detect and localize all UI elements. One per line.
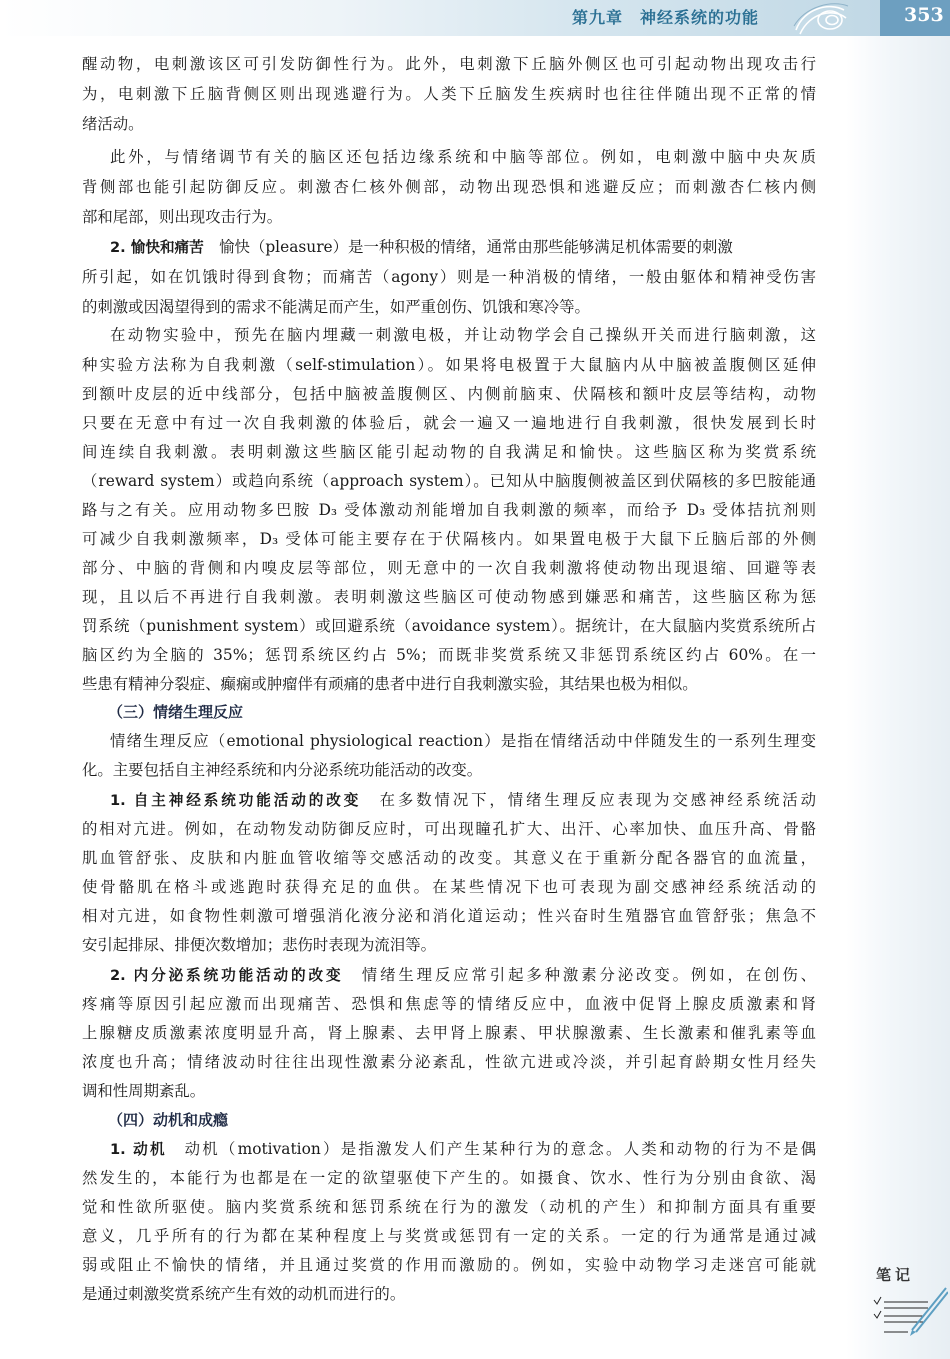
subsection-title: 2. 内分泌系统功能活动的改变 <box>110 967 344 984</box>
text-line: 的相对亢进。例如，在动物发动防御反应时，可出现瞳孔扩大、出汗、心率加快、血压升高、骨骼 <box>82 820 816 838</box>
text-line <box>110 235 816 259</box>
text-line: 路与之有关。应用动物多巴胺 D₃ 受体激动剂能增加自我刺激的频率，而给予 D₃ 受体拮抗剂则 <box>82 501 816 519</box>
text-line: 情绪生理反应（emotional physiological reaction）是指在情绪活动中伴随发生的一系列生理变 <box>110 732 816 750</box>
text-line: 背侧部也能引起防御反应。刺激杏仁核外侧部，动物出现恐惧和逃避反应；而刺激杏仁核内侧 <box>82 178 816 196</box>
text-line: 部分、中脑的背侧和内嗅皮层等部位，则无意中的一次自我刺激将使动物出现退缩、回避等表 <box>82 559 816 577</box>
text-line: 弱或阻止不愉快的情绪，并且通过奖赏的作用而激励的。例如，实验中动物学习走迷宫可能就 <box>82 1256 816 1274</box>
text-line: 安引起排尿、排便次数增加；悲伤时表现为流泪等。 <box>82 936 436 954</box>
text-line: 肌血管舒张、皮肤和内脏血管收缩等交感活动的改变。其意义在于重新分配各器官的血流量， <box>82 849 816 867</box>
notes-label: 笔记 <box>876 1266 915 1284</box>
text-line <box>110 788 816 812</box>
text-line: 可减少自我刺激频率，D₃ 受体可能主要存在于伏隔核内。如果置电极于大鼠下丘脑后部的外侧 <box>82 530 816 548</box>
text-line: 化。主要包括自主神经系统和内分泌系统功能活动的改变。 <box>82 761 483 779</box>
text-line: 上腺糖皮质激素浓度明显升高，肾上腺素、去甲肾上腺素、甲状腺激素、生长激素和催乳素等血 <box>82 1024 816 1042</box>
notes-pencil-icon <box>868 1282 948 1342</box>
text-run: 愉快（pleasure）是一种积极的情绪，通常由那些能够满足机体需要的刺激 <box>219 238 733 256</box>
text-line: 觉和性欲所驱使。脑内奖赏系统和惩罚系统在行为的激发（动机的产生）和抑制方面具有重要 <box>82 1198 816 1216</box>
text-line: 所引起，如在饥饿时得到食物；而痛苦（agony）则是一种消极的情绪，一般由躯体和精神受伤害 <box>82 268 816 286</box>
text-line: 调和性周期紊乱。 <box>82 1082 206 1100</box>
text-run: 动机（motivation）是指激发人们产生某种行为的意念。人类和动物的行为不是偶 <box>184 1140 816 1158</box>
text-line: 醒动物，电刺激该区可引发防御性行为。此外，电刺激下丘脑外侧区也可引起动物出现攻击行 <box>82 55 816 73</box>
text-line: 然发生的，本能行为也都是在一定的欲望驱使下产生的。如摄食、饮水、性行为分别由食欲、渴 <box>82 1169 816 1187</box>
text-line: 意义，几乎所有的行为都在某种程度上与奖赏或惩罚有一定的关系。一定的行为通常是通过减 <box>82 1227 816 1245</box>
text-line: 脑区约为全脑的 35%；惩罚系统区约占 5%；而既非奖赏系统又非惩罚系统区约占 60%。在一 <box>82 646 816 664</box>
margin-band <box>846 36 950 1359</box>
subsection-title: 1. 自主神经系统功能活动的改变 <box>110 792 362 809</box>
text-line: 些患有精神分裂症、癫痫或肿瘤伴有顽痛的患者中进行自我刺激实验，其结果也极为相似。 <box>82 675 698 693</box>
text-line: 使骨骼肌在格斗或逃跑时获得充足的血供。在某些情况下也可表现为副交感神经系统活动的 <box>82 878 816 896</box>
text-line: 种实验方法称为自我刺激（self-stimulation）。如果将电极置于大鼠脑内从中脑被盖腹侧区延伸 <box>82 356 816 374</box>
text-line: 浓度也升高；情绪波动时往往出现性激素分泌紊乱，性欲亢进或冷淡，并引起育龄期女性月经失 <box>82 1053 816 1071</box>
section-heading: （三）情绪生理反应 <box>108 703 244 721</box>
text-line: 到额叶皮层的近中线部分，包括中脑被盖腹侧区、内侧前脑束、伏隔核和额叶皮层等结构，动物 <box>82 385 816 403</box>
chapter-title: 第九章 神经系统的功能 <box>572 8 760 27</box>
text-line: 间连续自我刺激。表明刺激这些脑区能引起动物的自我满足和愉快。这些脑区称为奖赏系统 <box>82 443 816 461</box>
text-line: 绪活动。 <box>82 115 144 133</box>
text-line: 部和尾部，则出现攻击行为。 <box>82 208 283 226</box>
text-line: 罚系统（punishment system）或回避系统（avoidance system）。据统计，在大鼠脑内奖赏系统所占 <box>82 617 816 635</box>
text-line: 在动物实验中，预先在脑内埋藏一刺激电极，并让动物学会自己操纵开关而进行脑刺激，这 <box>110 326 816 344</box>
text-line: 是通过刺激奖赏系统产生有效的动机而进行的。 <box>82 1285 406 1303</box>
text-line: 疼痛等原因引起应激而出现痛苦、恐惧和焦虑等的情绪反应中，血液中促肾上腺皮质激素和肾 <box>82 995 816 1013</box>
text-line: 现，且以后不再进行自我刺激。表明刺激这些脑区可使动物感到嫌恶和痛苦，这些脑区称为惩 <box>82 588 816 606</box>
text-line: 相对亢进，如食物性刺激可增强消化液分泌和消化道运动；性兴奋时生殖器官血管舒张；焦急不 <box>82 907 816 925</box>
subsection-title: 1. 动机 <box>110 1141 167 1158</box>
text-line: 只要在无意中有过一次自我刺激的体验后，就会一遍又一遍地进行自我刺激，很快发展到长时 <box>82 414 816 432</box>
text-line: （reward system）或趋向系统（approach system）。已知从中脑腹侧被盖区到伏隔核的多巴胺能通 <box>82 472 816 490</box>
subsection-title: 2. 愉快和痛苦 <box>110 239 204 256</box>
text-line: 的刺激或因渴望得到的需求不能满足而产生，如严重创伤、饥饿和寒冷等。 <box>82 298 590 316</box>
section-heading: （四）动机和成瘾 <box>108 1111 229 1129</box>
text-line: 此外，与情绪调节有关的脑区还包括边缘系统和中脑等部位。例如，电刺激中脑中央灰质 <box>110 148 816 166</box>
text-line <box>110 1137 816 1161</box>
text-line <box>110 963 816 987</box>
page-number: 353 <box>904 4 944 26</box>
text-run: 情绪生理反应常引起多种激素分泌改变。例如，在创伤、 <box>361 966 816 984</box>
text-run: 在多数情况下，情绪生理反应表现为交感神经系统活动 <box>379 791 816 809</box>
text-line: 为，电刺激下丘脑背侧区则出现逃避行为。人类下丘脑发生疾病时也往往伴随出现不正常的情 <box>82 85 816 103</box>
